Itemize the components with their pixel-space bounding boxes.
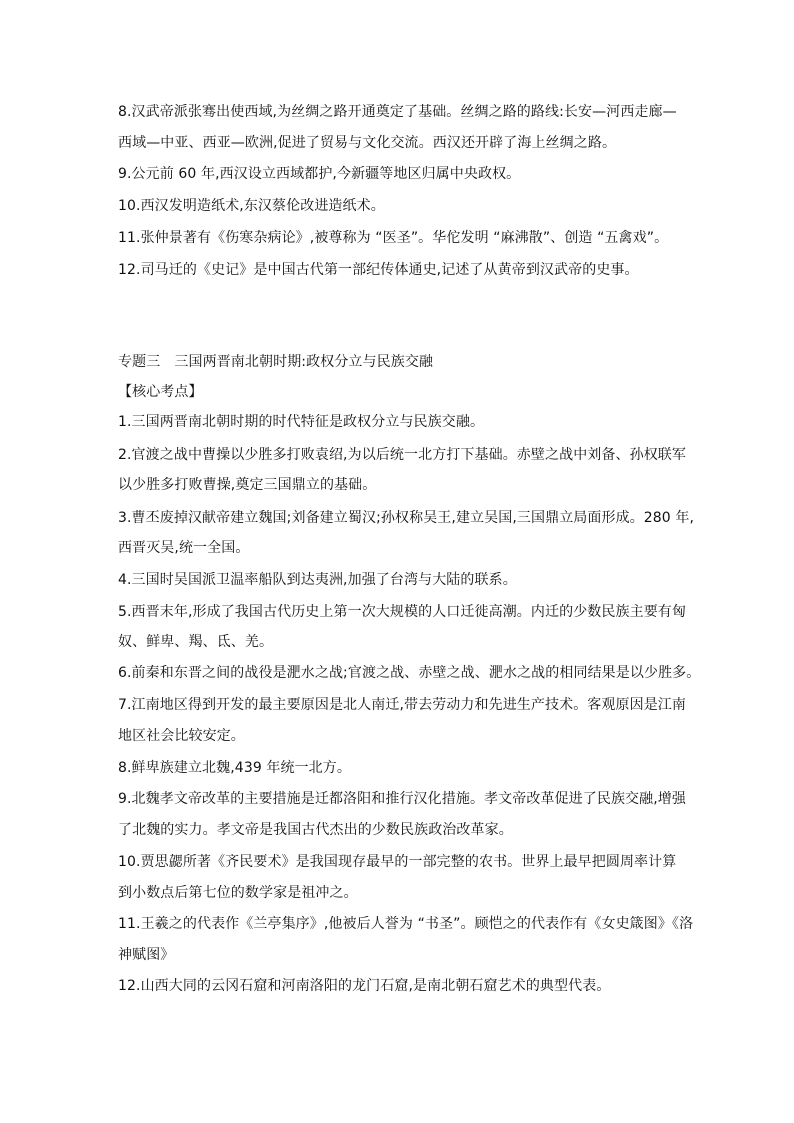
text-line: 4.三国时吴国派卫温率船队到达夷洲,加强了台湾与大陆的联系。	[118, 572, 517, 588]
text-line: 西域—中亚、西亚—欧洲,促进了贸易与文化交流。西汉还开辟了海上丝绸之路。	[118, 135, 617, 151]
text-line: 2.官渡之战中曹操以少胜多打败袁绍,为以后统一北方打下基础。赤壁之战中刘备、孙权联军	[118, 447, 687, 463]
text-line: 到小数点后第七位的数学家是祖冲之。	[118, 885, 358, 901]
text-line: 8.汉武帝派张骞出使西域,为丝绸之路开通奠定了基础。丝绸之路的路线:长安—河西走廊—	[118, 104, 677, 120]
text-line: 10.贾思勰所著《齐民要术》是我国现存最早的一部完整的农书。世界上最早把圆周率计算	[118, 854, 677, 870]
text-line: 11.张仲景著有《伤寒杂病论》,被尊称为 “医圣”。华佗发明 “麻沸散”、创造 “五禽戏”。	[118, 230, 669, 246]
text-line: 6.前秦和东晋之间的战役是淝水之战;官渡之战、赤壁之战、淝水之战的相同结果是以少胜多。	[118, 665, 701, 681]
text-line: 以少胜多打败曹操,奠定三国鼎立的基础。	[118, 477, 377, 493]
text-line: 5.西晋末年,形成了我国古代历史上第一次大规模的人口迁徙高潮。内迁的少数民族主要有匈	[118, 604, 687, 620]
core-points-heading: 【核心考点】	[118, 384, 203, 400]
text-line: 10.西汉发明造纸术,东汉蔡伦改进造纸术。	[118, 198, 385, 214]
text-line: 1.三国两晋南北朝时期的时代特征是政权分立与民族交融。	[118, 414, 485, 430]
text-line: 9.公元前 60 年,西汉设立西域都护,今新疆等地区归属中央政权。	[118, 166, 521, 182]
text-line: 神赋图》	[118, 947, 175, 963]
text-line: 地区社会比较安定。	[118, 728, 245, 744]
text-line: 奴、鲜卑、羯、氐、羌。	[118, 634, 274, 650]
text-line: 西晋灭吴,统一全国。	[118, 540, 250, 556]
text-line: 7.江南地区得到开发的最主要原因是北人南迁,带去劳动力和先进生产技术。客观原因是江南	[118, 697, 687, 713]
text-line: 11.王羲之的代表作《兰亭集序》,他被后人誉为 “书圣”。顾恺之的代表作有《女史箴图》《洛	[118, 916, 694, 932]
text-line: 12.山西大同的云冈石窟和河南洛阳的龙门石窟,是南北朝石窟艺术的典型代表。	[118, 978, 611, 994]
text-line: 9.北魏孝文帝改革的主要措施是迁都洛阳和推行汉化措施。孝文帝改革促进了民族交融,增强	[118, 791, 687, 807]
text-line: 8.鲜卑族建立北魏,439 年统一北方。	[118, 760, 351, 776]
text-line: 3.曹丕废掉汉献帝建立魏国;刘备建立蜀汉;孙权称吴王,建立吴国,三国鼎立局面形成。280 年,	[118, 510, 695, 526]
text-line: 了北魏的实力。孝文帝是我国古代杰出的少数民族政治改革家。	[118, 822, 513, 838]
topic-title: 专题三 三国两晋南北朝时期:政权分立与民族交融	[118, 354, 434, 370]
text-line: 12.司马迁的《史记》是中国古代第一部纪传体通史,记述了从黄帝到汉武帝的史事。	[118, 262, 639, 278]
